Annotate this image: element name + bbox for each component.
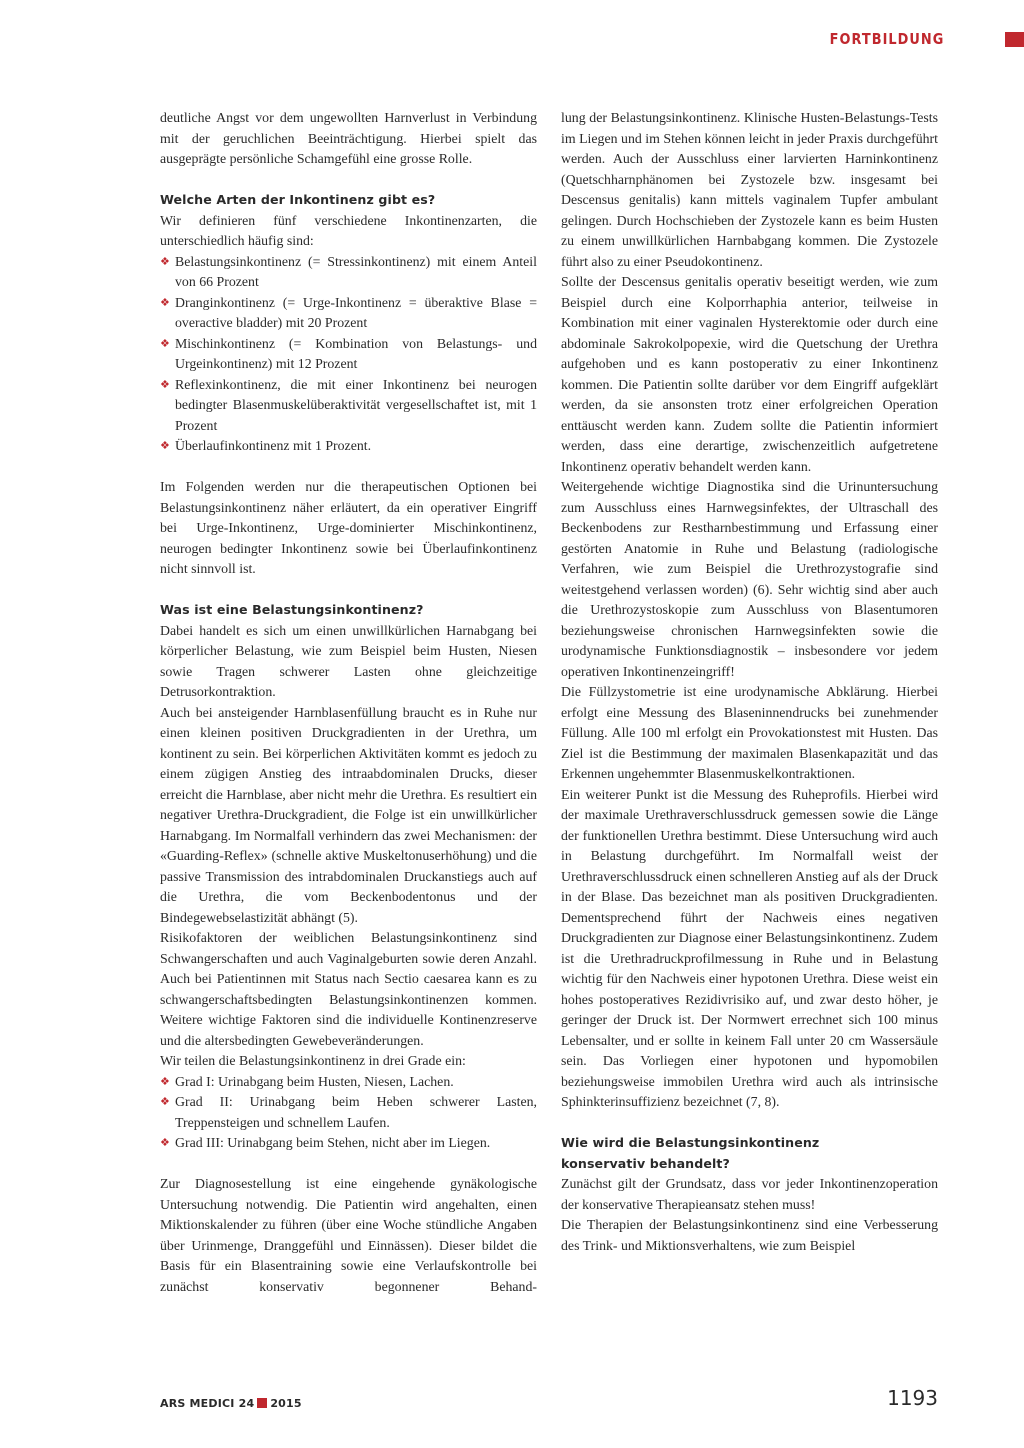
list-item: [160, 375, 537, 437]
paragraph: lung der Belastungsinkontinenz. Klinische Husten-Belastungs-Tests im Liegen und im Stehen können leicht in jeder Praxis durchgeführt werden. Auch der Ausschluss einer larvierten Harninkontinenz (Quetschharnphänomen bei Zystozele bzw. insgesamt bei Descensus genitalis) kann mittels vaginalem Tupfer ambulant gelingen. Durch Hochschieben der Zystozele kann es beim Husten zu einem unwillkürlichen Harnbabgang kommen. Die Zystozele führt also zu einer Pseudokontinenz.: [561, 110, 938, 269]
paragraph: Weitergehende wichtige Diagnostika sind die Urinuntersuchung zum Ausschluss eines Harnwegsinfektes, der Ultraschall des Beckenbodens zur Restharnbestimmung und Erfassung einer gestörten Anatomie in Ruhe und Belastung (radiologische Verfahren, wie zum Beispiel die Urethrozystografie sind weitestgehend verlassen worden) (6). Sehr wichtig sind aber auch die Urethrozystoskopie zum Ausschluss von Blasentumoren beziehungsweise chronischen Harnwegsinfekten sowie die urodynamische Funktionsdiagnostik – insbesondere vor jedem operativen Inkontinenzeingriff!: [561, 479, 938, 679]
list-item-text: Reflexinkontinenz, die mit einer Inkontinenz bei neurogen bedingter Blasenmuskelüberaktivität vergesellschaftet ist, mit 1 Prozent: [175, 376, 537, 433]
diamond-bullet-icon: ❖: [160, 1096, 170, 1108]
journal-footer: [160, 1397, 302, 1410]
list-item-text: Mischinkontinenz (= Kombination von Belastungs- und Urgeinkontinenz) mit 12 Prozent: [175, 335, 537, 371]
paragraph: Wir definieren fünf verschiedene Inkontinenzarten, die unterschiedlich häufig sind:: [160, 212, 537, 248]
paragraph: Die Füllzystometrie ist eine urodynamische Abklärung. Hierbei erfolgt eine Messung des Blaseninnendrucks bei zunehmender Füllung. Alle 100 ml erfolgt ein Provokationstest mit Husten. Das Ziel ist die Bestimmung der maximalen Blasenkapazität und das Erkennen ungehemmter Blasenmuskelkontraktionen.: [561, 684, 938, 781]
diamond-bullet-icon: ❖: [160, 440, 170, 452]
grades-list: [160, 1072, 537, 1154]
list-item: [160, 252, 537, 293]
list-item-text: Grad I: Urinabgang beim Husten, Niesen, Lachen.: [175, 1073, 454, 1089]
heading-belastungsinkontinenz: Was ist eine Belastungsinkontinenz?: [160, 602, 424, 617]
diamond-bullet-icon: ❖: [160, 1137, 170, 1149]
heading-line: konservativ behandelt?: [561, 1155, 730, 1171]
list-item: [160, 334, 537, 375]
diamond-bullet-icon: ❖: [160, 1075, 170, 1088]
page-number: 1193: [887, 1386, 938, 1410]
list-item: [160, 1072, 537, 1093]
list-item: [160, 1092, 537, 1133]
list-item-text: Grad III: Urinabgang beim Stehen, nicht aber im Liegen.: [175, 1135, 491, 1150]
section-marker: [1005, 32, 1024, 47]
paragraph: Dabei handelt es sich um einen unwillkürlichen Harnabgang bei körperlicher Belastung, wie zum Beispiel beim Husten, Niesen sowie Tragen schwerer Lasten ohne gleichzeitige Detrusorkontraktion.: [160, 622, 537, 699]
paragraph: Auch bei ansteigender Harnblasenfüllung braucht es in Ruhe nur einen kleinen positiven Druckgradienten in der Urethra, um kontinent zu sein. Bei körperlichen Aktivitäten kommt es jedoch zu einem zügigen Anstieg des intraabdominalen Drucks, dieser erreicht die Harnblase, aber nicht mehr die Urethra. Es resultiert ein negativer Urethra-Druckgradient, die Folge ist ein unwillkürlicher Harnabgang. Im Normalfall verhindern das zwei Mechanismen: der «Guarding-Reflex» (schnelle aktive Muskeltonuserhöhung) und die passive Transmission des intrabdominalen Druckanstiegs auch auf die Urethra, die vom Beckenbodentonus und der Bindegewebselastizität abhängt (5).: [160, 704, 537, 925]
list-item-text: Dranginkontinenz (= Urge-Inkontinenz = überaktive Blase = overactive bladder) mit 20 Prozent: [175, 294, 537, 330]
section-label: FORTBILDUNG: [829, 30, 944, 48]
heading-konservativ: [561, 1133, 938, 1174]
journal-name: ARS MEDICI 24: [160, 1397, 255, 1410]
paragraph: deutliche Angst vor dem ungewollten Harnverlust in Verbindung mit der geruchlichen Beeinträchtigung. Hierbei spielt das ausgeprägte persönliche Schamgefühl eine grosse Rolle.: [160, 110, 537, 166]
list-item-text: Belastungsinkontinenz (= Stressinkontinenz) mit einem Anteil von 66 Prozent: [175, 253, 537, 289]
heading-line: Wie wird die Belastungsinkontinenz: [561, 1135, 820, 1150]
journal-year: 2015: [270, 1397, 302, 1410]
diamond-bullet-icon: ❖: [160, 378, 170, 391]
list-item-text: Überlaufinkontinenz mit 1 Prozent.: [175, 438, 372, 453]
right-column: [561, 108, 938, 1256]
paragraph: Die Therapien der Belastungsinkontinenz sind eine Verbesserung des Trink- und Miktionsverhaltens, wie zum Beispiel: [561, 1217, 938, 1253]
paragraph: Sollte der Descensus genitalis operativ beseitigt werden, wie zum Beispiel durch eine Kolporrhaphia anterior, teilweise in Kombination mit einer vaginalen Hysterektomie oder durch eine abdominale Sakrokolpopexie, wird die Quetschung der Urethra aufgehoben und es kann postoperativ zu einer Inkontinenz kommen. Die Patientin sollte darüber vor dem Eingriff aufgeklärt werden, da sie ansonsten trotz einer erfolgreichen Operation enttäuscht werden kann. Zudem sollte die Patientin informiert werden, dass eine derartige, zwischenzeitlich aufgetretene Inkontinenz operativ behandelt werden kann.: [561, 274, 938, 474]
left-column: [160, 108, 537, 1297]
diamond-bullet-icon: ❖: [160, 337, 170, 350]
paragraph: Ein weiterer Punkt ist die Messung des Ruheprofils. Hierbei wird der maximale Urethraverschlussdruck gemessen sowie die Länge der funktionellen Urethra bestimmt. Diese Untersuchung wird auch in Belastung durchgeführt. Im Normalfall weist der Urethraverschlussdruck einen schnelleren Anstieg auf als der Druck in der Blase. Das bezeichnet man als positiven Druckgradienten. Dementsprechend führt der Nachweis eines negativen Druckgradienten zur Diagnose einer Belastungsinkontinenz. Zudem ist die Urethradruckprofilmessung in Ruhe und in Belastung wichtig für den Nachweis einer hypotonen Urethra. Diese weist ein hohes postoperatives Rezidivrisiko auf, und zwar desto höher, je geringer der Druck ist. Der Normwert errechnet sich 100 minus Lebensalter, und er sollte in keinem Fall unter 20 cm Wassersäule sein. Das Vorliegen einer hypotonen und hypomobilen beziehungsweise immobilen Urethra wird auch als intrinsische Sphinkterinsuffizienz bezeichnet (7, 8).: [561, 786, 938, 1109]
paragraph: Wir teilen die Belastungsinkontinenz in drei Grade ein:: [160, 1053, 466, 1068]
footer-square-icon: [257, 1398, 267, 1408]
list-item-text: Grad II: Urinabgang beim Heben schwerer Lasten, Treppensteigen und schnellem Laufen.: [175, 1094, 537, 1130]
heading-inkontinenz-arten: Welche Arten der Inkontinenz gibt es?: [160, 192, 436, 207]
list-item: [160, 436, 537, 457]
paragraph: Risikofaktoren der weiblichen Belastungsinkontinenz sind Schwangerschaften und auch Vaginalgeburten sowie deren Anzahl. Auch bei Patientinnen mit Status nach Sectio caesarea kann es zu schwangerschaftsbedingten Belastungsinkontinenzen kommen. Weitere wichtige Faktoren sind die individuelle Kontinenzreserve und die altersbedingten Gewebeveränderungen.: [160, 930, 537, 1048]
paragraph: Zunächst gilt der Grundsatz, dass vor jeder Inkontinenzoperation der konservative Therapieansatz stehen muss!: [561, 1176, 938, 1212]
diamond-bullet-icon: ❖: [160, 296, 170, 309]
paragraph: Im Folgenden werden nur die therapeutischen Optionen bei Belastungsinkontinenz näher erläutert, da ein operativer Eingriff bei Urge-Inkontinenz, Urge-dominierter Mischinkontinenz, neurogen bedingter Inkontinenz sowie bei Überlaufinkontinenz nicht sinnvoll ist.: [160, 479, 537, 576]
list-item: [160, 1133, 537, 1154]
list-item: [160, 293, 537, 334]
inkontinenz-types-list: [160, 252, 537, 457]
paragraph: Zur Diagnosestellung ist eine eingehende gynäkologische Untersuchung notwendig. Die Patientin wird angehalten, einen Miktionskalender zu führen (über eine Woche stündliche Angaben über Urinmenge, Dranggefühl und Einnässen). Dieser bildet die Basis für ein Blasentraining sowie eine Verlaufskontrolle bei zunächst konservativ begonnener Behand-: [160, 1176, 537, 1294]
diamond-bullet-icon: ❖: [160, 255, 170, 268]
